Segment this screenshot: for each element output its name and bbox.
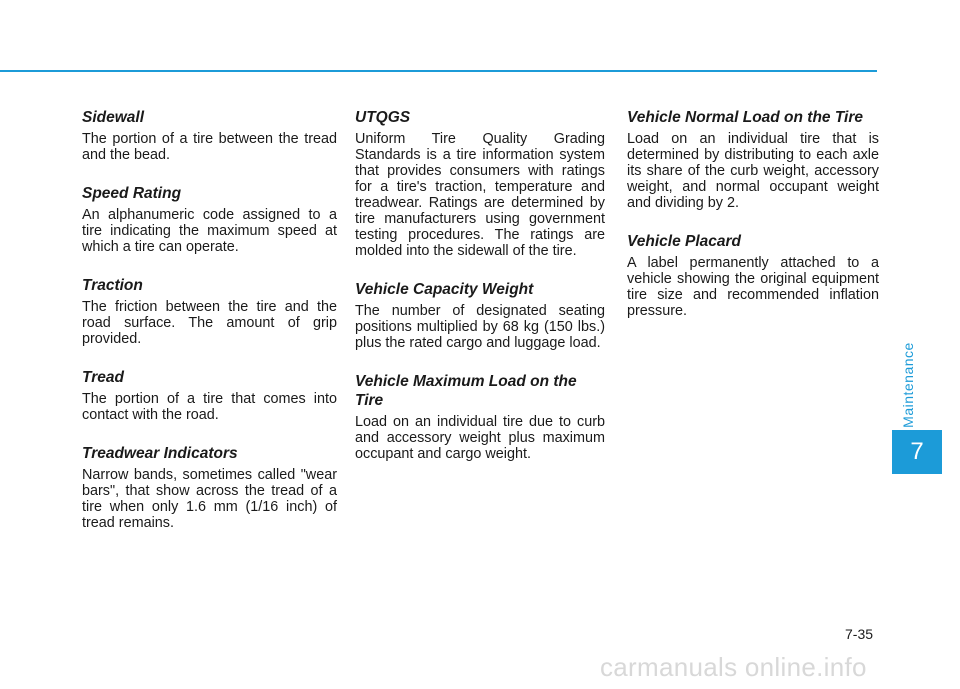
column-3: [627, 108, 879, 340]
chapter-number-badge: 7: [892, 430, 942, 474]
entry-title: Speed Rating: [82, 185, 182, 202]
entry-body: A label permanently attached to a vehicle showing the original equipment tire size and recommended inflation pressure.: [627, 255, 879, 319]
watermark: carmanuals online.info: [600, 652, 867, 682]
section-label: Maintenance: [900, 342, 917, 428]
section-tab: [893, 342, 923, 428]
entry-body: An alphanumeric code assigned to a tire indicating the maximum speed at which a tire can operate.: [82, 207, 337, 255]
entry-title: Sidewall: [82, 109, 145, 126]
entry-title: Vehicle Placard: [627, 233, 742, 250]
entry-title: Traction: [82, 277, 143, 294]
glossary-entry: [627, 232, 879, 319]
entry-body: Load on an individual tire that is determined by distributing to each axle its share of the curb weight, accessory weight, and normal occupant weight and dividing by 2.: [627, 131, 879, 211]
entry-body: The portion of a tire between the tread and the bead.: [82, 131, 337, 163]
entry-body: The portion of a tire that comes into contact with the road.: [82, 391, 337, 423]
entry-title: Vehicle Capacity Weight: [355, 281, 534, 298]
glossary-entry: [627, 108, 879, 211]
entry-body: The friction between the tire and the road surface. The amount of grip provided.: [82, 299, 337, 347]
entry-body: Uniform Tire Quality Grading Standards is a tire information system that provides consumers with ratings for a tire's traction, temperature and treadwear. Ratings are determined by tire manufacturers using government testing procedures. The ratings are molded into the sidewall of the tire.: [355, 131, 605, 259]
glossary-entry: [82, 368, 337, 423]
glossary-entry: [82, 108, 337, 163]
glossary-entry: [355, 280, 605, 351]
entry-title: Vehicle Maximum Load on the Tire: [355, 373, 577, 409]
header-rule: [0, 70, 877, 72]
column-2: [355, 108, 605, 483]
glossary-entry: [355, 372, 605, 462]
glossary-entry: [82, 184, 337, 255]
glossary-entry: [355, 108, 605, 259]
entry-body: Narrow bands, sometimes called "wear bars", that show across the tread of a tire when only 1.6 mm (1/16 inch) of tread remains.: [82, 467, 337, 531]
entry-title: Tread: [82, 369, 124, 386]
entry-body: Load on an individual tire due to curb and accessory weight plus maximum occupant and cargo weight.: [355, 414, 605, 462]
page-number: 7-35: [845, 626, 874, 642]
entry-title: UTQGS: [355, 109, 411, 126]
entry-title: Vehicle Normal Load on the Tire: [627, 109, 863, 126]
entry-title: Treadwear Indicators: [82, 445, 238, 462]
column-1: [82, 108, 337, 552]
glossary-entry: [82, 276, 337, 347]
entry-body: The number of designated seating positions multiplied by 68 kg (150 lbs.) plus the rated cargo and luggage load.: [355, 303, 605, 351]
glossary-entry: [82, 444, 337, 531]
